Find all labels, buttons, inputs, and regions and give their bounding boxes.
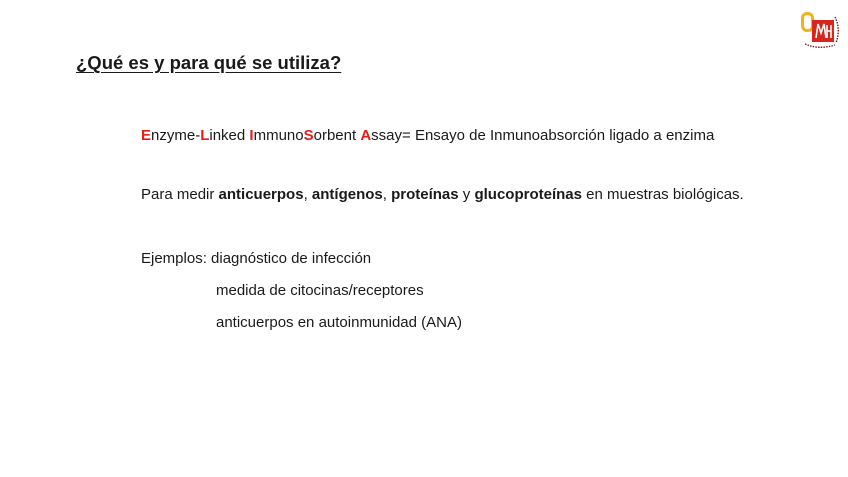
elisa-acronym-line <box>141 126 714 146</box>
purpose-term-antigenos: antígenos <box>311 186 383 203</box>
slide-title: ¿Qué es y para qué se utiliza? <box>76 52 342 73</box>
purpose-suffix: en muestras biológicas. <box>581 186 744 203</box>
university-logo-icon <box>799 9 843 49</box>
logo-arc-bottom <box>805 44 835 47</box>
purpose-term-proteinas: proteínas <box>391 186 459 203</box>
acronym-text-s: orbent <box>313 127 361 144</box>
logo-arc-right <box>835 17 838 43</box>
example-line-2: medida de citocinas/receptores <box>216 282 424 299</box>
purpose-term-glucoproteinas: glucoproteínas <box>474 186 582 203</box>
acronym-letter-l: L <box>200 127 210 144</box>
purpose-separator-1: , <box>303 186 312 203</box>
purpose-separator-3: y <box>458 186 475 203</box>
acronym-letter-e: E <box>141 127 152 144</box>
purpose-prefix: Para medir <box>141 186 219 203</box>
purpose-separator-2: , <box>382 186 392 203</box>
purpose-line <box>141 185 744 205</box>
acronym-letter-s: S <box>303 127 314 144</box>
acronym-text-a: ssay= Ensayo de Inmunoabsorción ligado a enzima <box>371 127 715 144</box>
purpose-term-anticuerpos: anticuerpos <box>218 186 304 203</box>
acronym-text-l: inked <box>209 127 250 144</box>
acronym-text-e: nzyme- <box>151 127 201 144</box>
acronym-letter-i: I <box>249 127 254 144</box>
example-line-3: anticuerpos en autoinmunidad (ANA) <box>216 314 462 331</box>
logo-yellow-inner <box>804 15 811 29</box>
acronym-letter-a: A <box>360 127 372 144</box>
example-line-1: Ejemplos: diagnóstico de infección <box>141 250 372 267</box>
acronym-text-i: mmuno <box>253 127 304 144</box>
